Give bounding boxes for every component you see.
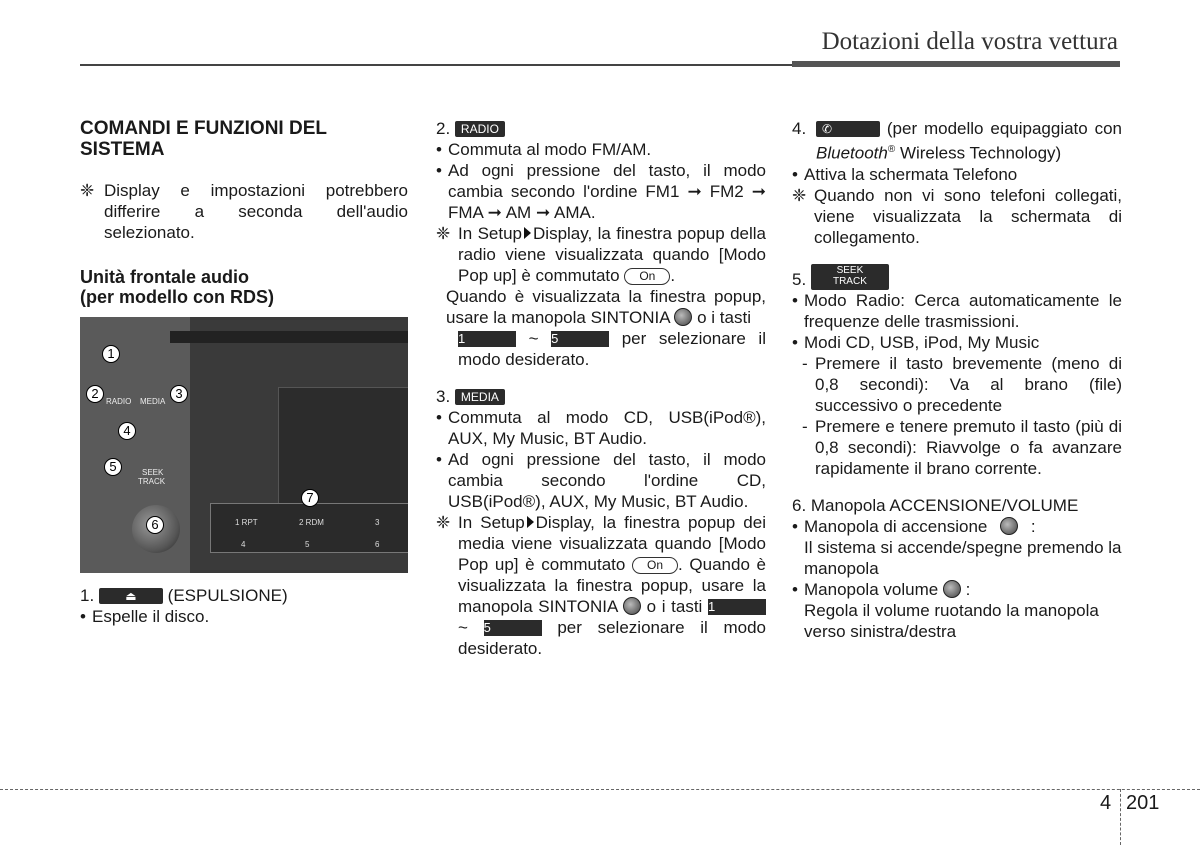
preset-5-icon: 5 [484,620,542,636]
header-title: Dotazioni della vostra vettura [821,28,1118,55]
section-number: 4 [1100,792,1112,814]
column-1 [80,118,408,627]
note-media-popup: ❈ In Setup Display, la finestra popup dei media viene visualizzata quando [Modo Pop up] è commutato On . Quando è visualizzata la finestra popup, usare la manopola SINTONIA o i tasti 1 ~ 5 per selezionare il modo desiderato. [436,513,767,658]
callout-4: 4 [118,422,136,440]
preset-1-icon: 1 [458,331,516,347]
on-toggle-icon: On [632,557,678,574]
tune-knob-icon [623,597,641,615]
arrow-right-icon [524,227,531,239]
item-6: 6. Manopola ACCENSIONE/VOLUME [792,495,1079,515]
callout-2: 2 [86,385,104,403]
note-display: ❈ Display e impostazioni potrebbero differire a seconda dell'audio selezionato. [80,181,408,242]
column-2: 2. RADIO • Commuta al modo FM/AM. • Ad ogni pressione del tasto, il modo cambia secondo l'ordine FM1 ➞ FM2 ➞ FMA ➞ AM ➞ AMA. ❈ In Setup Display, la finestra popup della radio viene visualizzata quando [Modo Pop up] è commutato On . Quando è visualizzata la finestra popup, usare la manopola SINTONIA o i tasti 1 ~ 5 per selezionare il modo desiderato. 3. MEDIA • Commuta al modo CD, USB(iPod®), AUX, My Music, BT Audio. • Ad ogni pressione del tasto, il modo cambia secondo l'ordine CD, USB(iPod®), AUX, My Music, BT Audio. ❈ In Setup Display, la finestra popup dei media viene visualizzata quando [Modo Pop up] è commutato On . Quando è visualizzata la finestra popup, usare la manopola SINTONIA o i tasti 1 ~ 5 per selezionare il modo desiderato. [436,119,767,658]
section-title: COMANDI E FUNZIONI DEL SISTEMA [80,118,327,160]
preset-5-icon: 5 [551,331,609,347]
item-3: 3. MEDIA [436,386,766,407]
power-knob-icon [1000,517,1018,535]
tune-knob-icon [674,308,692,326]
radio-button-icon: RADIO [455,121,505,137]
item-1: 1. ⏏ (ESPULSIONE) [80,586,288,605]
callout-7: 7 [301,489,319,507]
callout-1: 1 [102,345,120,363]
volume-knob-icon [943,580,961,598]
callout-6: 6 [146,516,164,534]
note-marker: ❈ [80,181,95,200]
seek-track-button-icon: SEEK TRACK [811,264,889,290]
photo-preset-panel: 1 RPT 2 RDM 3 4 5 6 [210,503,408,553]
audio-unit-photo: 1 RPT 2 RDM 3 4 5 6 RADIO MEDIA SEEK TRACK 1 2 3 4 5 6 7 [80,317,408,573]
item-5: 5. SEEK TRACK [792,264,1122,290]
item-2: 2. RADIO [436,118,766,139]
eject-button-icon: ⏏ [99,588,163,604]
footer-rule [0,789,1200,790]
photo-screen [278,387,408,507]
callout-3: 3 [170,385,188,403]
item-4: 4. ✆ (per modello equipaggiato con Bluetooth® Wireless Technology) [792,119,1122,163]
header-bar [792,61,1120,67]
subtitle: Unità frontale audio (per modello con RDS) [80,267,275,307]
arrow-right-icon [527,516,534,528]
footer-divider [1120,789,1121,845]
preset-1-icon: 1 [708,599,766,615]
photo-cd-slot [170,331,408,343]
on-toggle-icon: On [624,268,670,285]
callout-5: 5 [104,458,122,476]
phone-button-icon: ✆ [816,121,880,137]
page-number: 201 [1126,792,1160,814]
media-button-icon: MEDIA [455,389,505,405]
note-phone: ❈ Quando non vi sono telefoni collegati, viene visualizzata la schermata di collegamento. [792,185,1122,247]
note-radio-popup: ❈ In Setup Display, la finestra popup della radio viene visualizzata quando [Modo Pop up] è commutato On . [436,224,767,285]
column-3: 4. ✆ (per modello equipaggiato con Bluetooth® Wireless Technology) • Attiva la schermata Telefono ❈ Quando non vi sono telefoni collegati, viene visualizzata la schermata di collegamento. 5. SEEK TRACK • Modo Radio: Cerca automaticamente le frequenze delle trasmissioni. • Modi CD, USB, iPod, My Music - Premere il tasto brevemente (meno di 0,8 secondi): Va al brano (file) successivo o precedente - Premere e tenere premuto il tasto (più di 0,8 secondi): Riavvolge o fa avanzare rapidamente il brano corrente. 6. Manopola ACCENSIONE/VOLUME • Manopola di accensione : Il sistema si accende/spegne premendo la manopola • Manopola volume : Regola il volume ruotando la manopola verso sinistra/destra [792,119,1122,641]
item-1-bullet: • Espelle il disco. [80,607,210,626]
